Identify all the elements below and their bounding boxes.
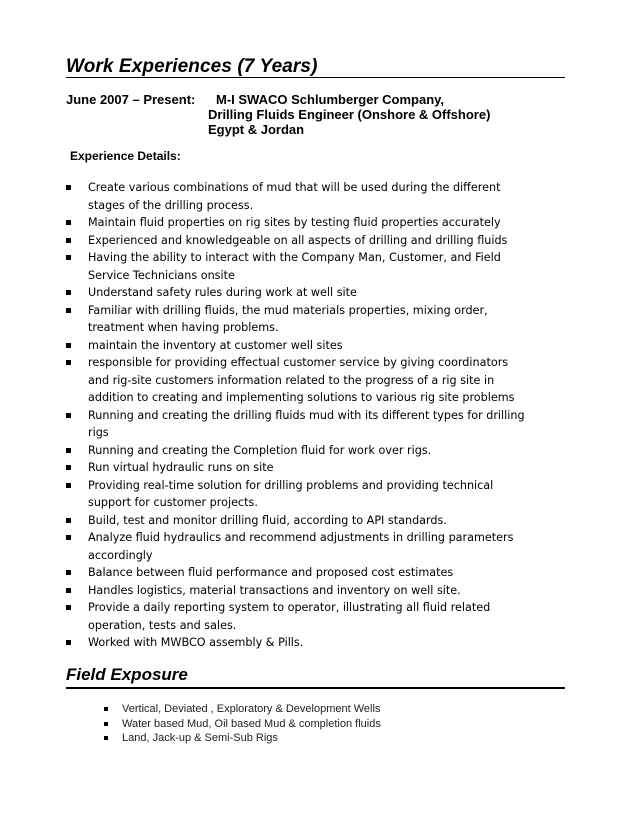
field-item-text: Land, Jack-up & Semi-Sub Rigs — [122, 732, 278, 744]
detail-line: Balance between fluid performance and proposed cost estimates — [88, 566, 454, 579]
square-bullet-icon — [66, 448, 71, 453]
detail-line: stages of the drilling process. — [88, 198, 254, 212]
company-name: M-I SWACO Schlumberger Company, — [216, 92, 445, 107]
work-experience-heading: Work Experiences (7 Years) — [66, 56, 318, 77]
detail-item — [66, 354, 515, 407]
field-item — [104, 731, 381, 746]
detail-item — [66, 302, 496, 337]
detail-line: Worked with MWBCO assembly & Pills. — [88, 636, 304, 649]
heading-underline — [66, 77, 565, 78]
square-bullet-icon — [66, 290, 71, 295]
square-bullet-icon — [66, 308, 71, 313]
detail-line: and rig-site customers information related to the progress of a rig site in — [88, 373, 495, 387]
square-bullet-icon — [66, 343, 71, 348]
field-exposure-list — [104, 702, 381, 746]
detail-item — [66, 284, 496, 302]
detail-line: Understand safety rules during work at well site — [88, 286, 357, 299]
field-item-text: Vertical, Deviated , Exploratory & Development Wells — [122, 703, 381, 715]
detail-line: Providing real-time solution for drilling problems and providing technical — [88, 478, 494, 492]
detail-line: Running and creating the drilling fluids mud with its different types for drilling — [88, 408, 525, 422]
detail-line: responsible for providing effectual customer service by giving coordinators — [88, 356, 509, 369]
detail-line: Analyze fluid hydraulics and recommend adjustments in drilling parameters — [88, 531, 514, 544]
experience-details-list — [66, 179, 525, 652]
detail-line: Maintain fluid properties on rig sites by testing fluid properties accurately — [88, 216, 501, 229]
square-bullet-icon — [66, 185, 71, 190]
experience-details-label: Experience Details: — [70, 149, 181, 163]
detail-line: Having the ability to interact with the Company Man, Customer, and Field — [88, 251, 501, 264]
square-bullet-icon — [66, 570, 71, 575]
detail-line: addition to creating and implementing solutions to various rig site problems — [88, 391, 515, 404]
square-bullet-icon — [66, 238, 71, 243]
detail-line: Service Technicians onsite — [88, 268, 235, 282]
square-bullet-icon — [66, 483, 71, 488]
detail-line: Provide a daily reporting system to operator, illustrating all fluid related — [88, 601, 491, 614]
detail-line: Familiar with drilling fluids, the mud materials properties, mixing order, — [88, 303, 488, 317]
square-bullet-icon — [66, 220, 71, 225]
square-bullet-icon — [66, 413, 71, 418]
detail-item — [66, 179, 501, 214]
square-bullet-icon — [66, 518, 71, 523]
square-bullet-icon — [66, 465, 71, 470]
detail-line: rigs — [88, 426, 109, 439]
detail-item — [66, 232, 508, 250]
field-exposure-heading: Field Exposure — [66, 665, 188, 684]
detail-item — [66, 582, 496, 600]
square-bullet-icon — [66, 640, 71, 645]
square-bullet-icon — [66, 605, 71, 610]
job-info — [208, 92, 490, 137]
detail-item — [66, 214, 501, 232]
square-bullet-icon — [104, 722, 108, 726]
square-bullet-icon — [104, 707, 108, 711]
square-bullet-icon — [66, 255, 71, 260]
detail-item — [66, 529, 514, 564]
detail-item — [66, 249, 501, 284]
field-item — [104, 702, 381, 717]
detail-item — [66, 564, 496, 582]
field-item — [104, 717, 381, 732]
detail-item — [66, 599, 496, 634]
detail-line: Create various combinations of mud that will be used during the different — [88, 181, 501, 194]
detail-line: Experienced and knowledgeable on all aspects of drilling and drilling fluids — [88, 233, 508, 247]
square-bullet-icon — [66, 360, 71, 365]
square-bullet-icon — [104, 736, 108, 740]
job-role: Drilling Fluids Engineer (Onshore & Offshore) — [208, 107, 491, 122]
detail-line: treatment when having problems. — [88, 321, 279, 334]
detail-item — [66, 634, 496, 652]
detail-item — [66, 337, 496, 355]
job-location: Egypt & Jordan — [208, 122, 305, 137]
detail-line: accordingly — [88, 548, 153, 562]
square-bullet-icon — [66, 535, 71, 540]
job-dates: June 2007 – Present: — [66, 92, 196, 107]
detail-line: support for customer projects. — [88, 496, 258, 509]
detail-item — [66, 477, 496, 512]
detail-line: Run virtual hydraulic runs on site — [88, 461, 274, 474]
detail-line: maintain the inventory at customer well sites — [88, 338, 343, 352]
field-item-text: Water based Mud, Oil based Mud & completion fluids — [122, 717, 381, 730]
field-exposure-underline — [66, 687, 565, 689]
detail-item — [66, 512, 496, 530]
detail-line: Build, test and monitor drilling fluid, according to API standards. — [88, 513, 447, 527]
detail-line: Handles logistics, material transactions and inventory on well site. — [88, 583, 461, 597]
detail-line: Running and creating the Completion fluid for work over rigs. — [88, 443, 432, 457]
detail-line: operation, tests and sales. — [88, 618, 237, 632]
detail-item — [66, 442, 496, 460]
square-bullet-icon — [66, 588, 71, 593]
detail-item — [66, 407, 525, 442]
detail-item — [66, 459, 496, 477]
